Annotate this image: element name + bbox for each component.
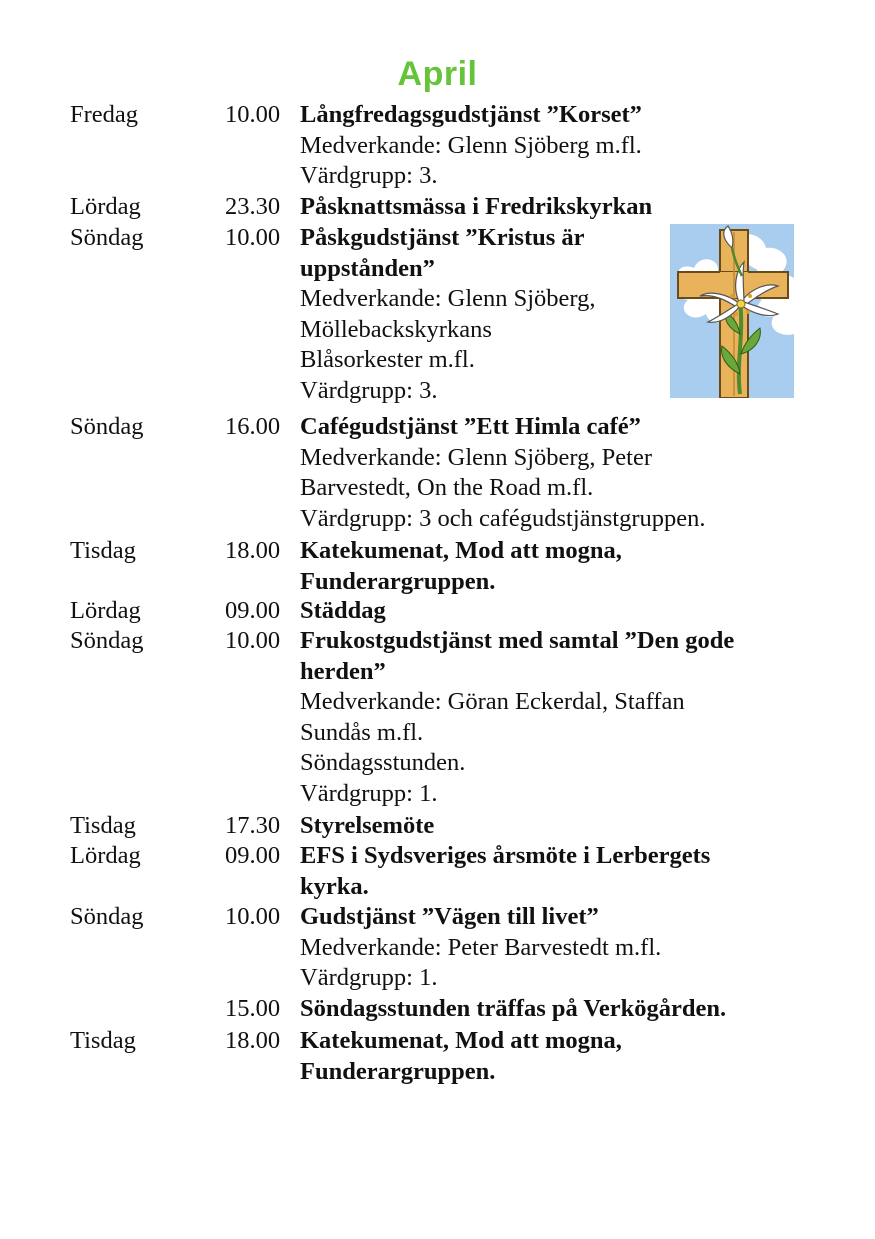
event-title: Katekumenat, Mod att mogna, xyxy=(300,537,622,564)
event-detail: Möllebackskyrkans xyxy=(300,315,492,343)
event-detail: Värdgrupp: 3 och cafégudstjänstgruppen. xyxy=(300,504,706,532)
page-title: April xyxy=(397,55,478,93)
event-day: Tisdag xyxy=(70,1027,136,1054)
event-time: 09.00 xyxy=(225,597,281,624)
event-title: Funderargruppen. xyxy=(300,1057,496,1085)
event-title: Funderargruppen. xyxy=(300,567,496,595)
event-title: Frukostgudstjänst med samtal ”Den gode xyxy=(300,627,735,654)
event-detail: Medverkande: Göran Eckerdal, Staffan xyxy=(300,688,685,716)
event-time: 10.00 xyxy=(225,101,281,128)
event-title: Söndagsstunden träffas på Verkögården. xyxy=(300,995,727,1022)
event-detail: Medverkande: Glenn Sjöberg, Peter xyxy=(300,443,652,471)
event-title: Påskgudstjänst ”Kristus är xyxy=(300,224,585,251)
event-time: 10.00 xyxy=(225,903,281,930)
event-title: Städdag xyxy=(300,597,386,624)
event-day: Lördag xyxy=(70,842,141,869)
event-day: Tisdag xyxy=(70,537,136,564)
event-day: Fredag xyxy=(70,101,139,128)
event-time: 10.00 xyxy=(225,627,281,654)
event-day: Söndag xyxy=(70,627,144,654)
event-title: uppstånden” xyxy=(300,254,435,282)
event-day: Söndag xyxy=(70,413,144,440)
event-detail: Medverkande: Glenn Sjöberg m.fl. xyxy=(300,131,642,159)
event-detail: Blåsorkester m.fl. xyxy=(300,346,475,374)
event-title: EFS i Sydsveriges årsmöte i Lerbergets xyxy=(300,842,711,869)
event-detail: Sundås m.fl. xyxy=(300,718,424,746)
event-day: Söndag xyxy=(70,903,144,930)
event-detail: Barvestedt, On the Road m.fl. xyxy=(300,474,594,502)
event-title: Styrelsemöte xyxy=(300,812,435,839)
event-day: Söndag xyxy=(70,224,144,251)
event-detail: Värdgrupp: 1. xyxy=(300,964,438,992)
event-time: 16.00 xyxy=(225,413,281,440)
event-detail: Värdgrupp: 3. xyxy=(300,162,438,190)
event-day: Tisdag xyxy=(70,812,136,839)
event-time: 18.00 xyxy=(225,1027,281,1054)
event-day: Lördag xyxy=(70,193,141,220)
event-title: herden” xyxy=(300,657,386,685)
event-time: 09.00 xyxy=(225,842,281,869)
event-title: kyrka. xyxy=(300,872,369,900)
event-title: Långfredagsgudstjänst ”Korset” xyxy=(300,101,642,128)
event-time: 23.30 xyxy=(225,193,281,220)
event-detail: Medverkande: Glenn Sjöberg, xyxy=(300,285,596,313)
event-title: Katekumenat, Mod att mogna, xyxy=(300,1027,622,1054)
event-title: Cafégudstjänst ”Ett Himla café” xyxy=(300,413,641,440)
event-detail: Värdgrupp: 1. xyxy=(300,780,438,807)
event-detail: Värdgrupp: 3. xyxy=(300,377,438,404)
event-detail: Medverkande: Peter Barvestedt m.fl. xyxy=(300,933,662,961)
event-day: Lördag xyxy=(70,597,141,624)
event-title: Gudstjänst ”Vägen till livet” xyxy=(300,903,599,930)
event-time: 18.00 xyxy=(225,537,281,564)
event-detail: Söndagsstunden. xyxy=(300,749,466,777)
easter-cross-lily-icon xyxy=(670,224,794,398)
event-time: 17.30 xyxy=(225,812,281,839)
event-time: 10.00 xyxy=(225,224,281,251)
event-time: 15.00 xyxy=(225,995,281,1022)
event-title: Påsknattsmässa i Fredrikskyrkan xyxy=(300,193,653,220)
